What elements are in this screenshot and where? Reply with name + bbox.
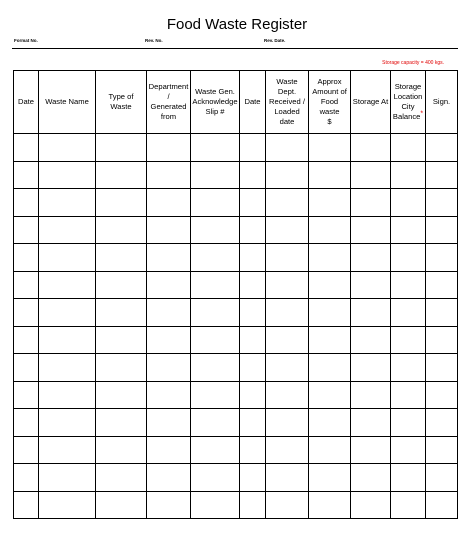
table-cell xyxy=(147,216,191,244)
column-header-approx-amount: Approx Amount of Food waste $ xyxy=(309,71,351,134)
table-cell xyxy=(191,491,240,519)
table-cell xyxy=(391,189,426,217)
table-cell xyxy=(147,134,191,162)
table-cell xyxy=(14,134,39,162)
table-cell xyxy=(309,134,351,162)
table-cell xyxy=(147,436,191,464)
table-cell xyxy=(147,189,191,217)
waste-register-table xyxy=(13,70,458,519)
table-cell xyxy=(191,299,240,327)
table-cell xyxy=(14,354,39,382)
table-cell xyxy=(14,326,39,354)
register-body xyxy=(14,134,458,519)
table-cell xyxy=(96,409,147,437)
table-cell xyxy=(191,189,240,217)
table-cell xyxy=(39,381,96,409)
table-cell xyxy=(426,244,458,272)
table-cell xyxy=(191,381,240,409)
table-cell xyxy=(351,216,391,244)
table-cell xyxy=(240,491,266,519)
table-cell xyxy=(309,464,351,492)
table-row xyxy=(14,381,458,409)
table-cell xyxy=(351,161,391,189)
table-cell xyxy=(96,299,147,327)
table-cell xyxy=(351,326,391,354)
table-cell xyxy=(191,134,240,162)
storage-capacity-note: Storage capacity = 400 kgs. xyxy=(382,60,444,66)
table-cell xyxy=(309,354,351,382)
table-cell xyxy=(96,381,147,409)
table-cell xyxy=(147,244,191,272)
column-header-waste-name: Waste Name xyxy=(39,71,96,134)
column-header-sign: Sign. xyxy=(426,71,458,134)
table-cell xyxy=(391,161,426,189)
table-cell xyxy=(96,491,147,519)
table-cell xyxy=(147,381,191,409)
table-cell xyxy=(96,464,147,492)
table-cell xyxy=(266,409,309,437)
table-row xyxy=(14,134,458,162)
table-cell xyxy=(391,354,426,382)
table-cell xyxy=(191,216,240,244)
table-cell xyxy=(39,436,96,464)
table-cell xyxy=(14,271,39,299)
table-cell xyxy=(191,326,240,354)
column-header-storage-at: Storage At xyxy=(351,71,391,134)
table-cell xyxy=(240,464,266,492)
table-cell xyxy=(391,464,426,492)
column-header-department: Department / Generated from xyxy=(147,71,191,134)
table-cell xyxy=(351,464,391,492)
table-cell xyxy=(426,299,458,327)
table-cell xyxy=(309,436,351,464)
table-cell xyxy=(426,464,458,492)
table-cell xyxy=(426,189,458,217)
table-header-row xyxy=(14,71,458,134)
table-cell xyxy=(266,354,309,382)
table-cell xyxy=(14,216,39,244)
table-cell xyxy=(39,491,96,519)
table-cell xyxy=(240,271,266,299)
table-cell xyxy=(240,134,266,162)
table-cell xyxy=(240,189,266,217)
table-cell xyxy=(39,271,96,299)
table-cell xyxy=(147,464,191,492)
table-cell xyxy=(426,354,458,382)
table-cell xyxy=(266,189,309,217)
table-cell xyxy=(351,436,391,464)
table-cell xyxy=(266,161,309,189)
table-cell xyxy=(96,354,147,382)
table-cell xyxy=(351,299,391,327)
table-cell xyxy=(39,161,96,189)
table-row xyxy=(14,464,458,492)
table-cell xyxy=(266,381,309,409)
table-cell xyxy=(391,244,426,272)
table-cell xyxy=(14,299,39,327)
table-cell xyxy=(39,244,96,272)
table-cell xyxy=(351,271,391,299)
column-header-received-date: Waste Dept. Received / Loaded date xyxy=(266,71,309,134)
table-cell xyxy=(426,161,458,189)
table-cell xyxy=(191,354,240,382)
table-cell xyxy=(14,189,39,217)
table-cell xyxy=(240,409,266,437)
table-cell xyxy=(240,161,266,189)
table-cell xyxy=(309,326,351,354)
column-header-acknowledge-slip: Waste Gen. Acknowledge Slip # xyxy=(191,71,240,134)
table-cell xyxy=(351,244,391,272)
header-rule xyxy=(12,48,458,49)
table-cell xyxy=(191,244,240,272)
table-cell xyxy=(147,409,191,437)
table-cell xyxy=(266,464,309,492)
table-cell xyxy=(309,189,351,217)
table-cell xyxy=(351,189,391,217)
table-cell xyxy=(351,134,391,162)
table-cell xyxy=(191,271,240,299)
table-cell xyxy=(266,134,309,162)
table-cell xyxy=(191,409,240,437)
table-row xyxy=(14,354,458,382)
table-cell xyxy=(240,299,266,327)
table-cell xyxy=(14,161,39,189)
table-cell xyxy=(391,381,426,409)
table-row xyxy=(14,326,458,354)
table-row xyxy=(14,271,458,299)
table-cell xyxy=(266,216,309,244)
table-row xyxy=(14,161,458,189)
table-cell xyxy=(426,326,458,354)
table-cell xyxy=(39,409,96,437)
table-cell xyxy=(14,491,39,519)
table-cell xyxy=(39,299,96,327)
table-cell xyxy=(191,464,240,492)
table-cell xyxy=(309,409,351,437)
table-cell xyxy=(147,491,191,519)
table-cell xyxy=(14,464,39,492)
table-cell xyxy=(14,244,39,272)
table-cell xyxy=(147,161,191,189)
table-cell xyxy=(426,271,458,299)
table-cell xyxy=(309,381,351,409)
table-cell xyxy=(309,299,351,327)
page-title: Food Waste Register xyxy=(166,16,308,33)
table-cell xyxy=(39,354,96,382)
table-cell xyxy=(96,189,147,217)
table-cell xyxy=(391,491,426,519)
balance-asterisk: * xyxy=(420,110,424,118)
format-number-label: Format No. xyxy=(14,38,38,43)
column-header-type-of-waste: Type of Waste xyxy=(96,71,147,134)
table-cell xyxy=(391,436,426,464)
column-header-date-2: Date xyxy=(240,71,266,134)
table-cell xyxy=(96,436,147,464)
table-cell xyxy=(240,326,266,354)
table-cell xyxy=(96,216,147,244)
table-cell xyxy=(351,491,391,519)
table-row xyxy=(14,299,458,327)
table-row xyxy=(14,244,458,272)
table-cell xyxy=(426,409,458,437)
table-row xyxy=(14,491,458,519)
table-row xyxy=(14,216,458,244)
column-header-storage-location-balance: Storage Location City Balance* xyxy=(391,71,426,134)
table-cell xyxy=(426,216,458,244)
table-cell xyxy=(39,326,96,354)
table-cell xyxy=(191,436,240,464)
table-cell xyxy=(266,326,309,354)
table-cell xyxy=(39,216,96,244)
table-cell xyxy=(266,299,309,327)
table-cell xyxy=(391,134,426,162)
table-cell xyxy=(266,271,309,299)
table-cell xyxy=(309,271,351,299)
table-cell xyxy=(426,134,458,162)
table-cell xyxy=(391,271,426,299)
table-row xyxy=(14,189,458,217)
table-cell xyxy=(351,381,391,409)
table-cell xyxy=(351,409,391,437)
table-cell xyxy=(96,326,147,354)
table-cell xyxy=(240,381,266,409)
table-cell xyxy=(39,189,96,217)
table-cell xyxy=(147,299,191,327)
table-cell xyxy=(96,244,147,272)
table-cell xyxy=(391,409,426,437)
table-cell xyxy=(147,326,191,354)
table-cell xyxy=(39,134,96,162)
table-cell xyxy=(240,216,266,244)
table-cell xyxy=(96,161,147,189)
table-cell xyxy=(351,354,391,382)
table-cell xyxy=(309,216,351,244)
table-cell xyxy=(426,381,458,409)
table-cell xyxy=(391,326,426,354)
table-cell xyxy=(14,381,39,409)
table-cell xyxy=(147,271,191,299)
table-cell xyxy=(309,491,351,519)
table-cell xyxy=(240,244,266,272)
table-cell xyxy=(266,244,309,272)
table-cell xyxy=(426,491,458,519)
revision-number-label: Rev. No. xyxy=(145,38,163,43)
table-cell xyxy=(96,134,147,162)
table-cell xyxy=(266,436,309,464)
table-cell xyxy=(266,491,309,519)
table-cell xyxy=(240,436,266,464)
table-cell xyxy=(426,436,458,464)
table-cell xyxy=(391,299,426,327)
revision-date-label: Rev. Date. xyxy=(264,38,286,43)
table-row xyxy=(14,436,458,464)
table-cell xyxy=(191,161,240,189)
column-header-date: Date xyxy=(14,71,39,134)
table-row xyxy=(14,409,458,437)
table-cell xyxy=(391,216,426,244)
table-cell xyxy=(96,271,147,299)
table-cell xyxy=(309,244,351,272)
table-cell xyxy=(147,354,191,382)
table-cell xyxy=(39,464,96,492)
table-cell xyxy=(14,409,39,437)
table-cell xyxy=(309,161,351,189)
table-cell xyxy=(240,354,266,382)
table-cell xyxy=(14,436,39,464)
